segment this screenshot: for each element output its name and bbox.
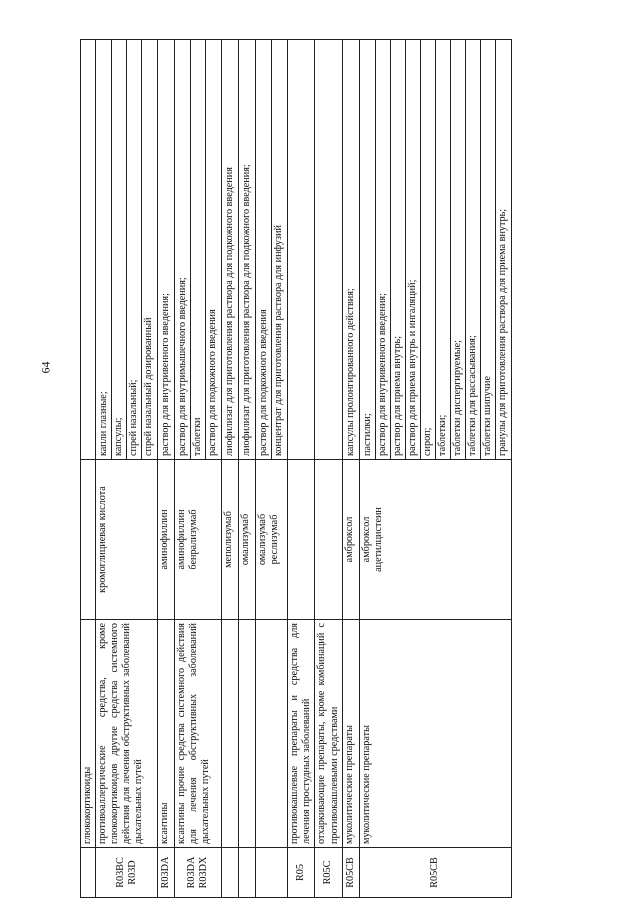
dosage-form-cell-line: гранулы для приготовления раствора для приема внутрь; [496, 208, 508, 456]
drug-name-cell-line: аминофиллин [159, 509, 171, 570]
atc-code-cell-line: R05C [322, 860, 334, 885]
table-row [315, 40, 342, 898]
dosage-form-cell-line: капсулы пролонгированного действия; [344, 288, 356, 456]
dosage-form-cell [359, 40, 511, 460]
drug-name-cell-line: меполизумаб [223, 511, 235, 568]
atc-group-name-cell [256, 620, 288, 848]
table-row [256, 40, 288, 898]
dosage-form-cell [175, 40, 222, 460]
atc-code-cell-line: R03DX [198, 856, 210, 889]
dosage-form-cell-line: раствор для подкожного введения [257, 40, 272, 459]
page-number: 64 [38, 361, 53, 374]
drug-name-cell [315, 460, 342, 620]
dosage-form-cell-line: раствор для приема внутрь и ингаляций; [406, 40, 421, 459]
table-row [239, 40, 256, 898]
atc-group-name-cell: муколитические препараты [342, 620, 359, 848]
atc-code-cell [158, 848, 175, 898]
atc-group-name-cell [222, 620, 239, 848]
drug-name-cell-line: бенрализумаб [188, 509, 200, 570]
atc-code-cell [315, 848, 342, 898]
dosage-form-cell [315, 40, 342, 460]
drug-name-cell-line: кромоглициевая кислота [97, 486, 109, 593]
dosage-form-cell-line: спрей назальный дозированный [143, 317, 155, 456]
atc-group-name-cell: глюкокортикоиды [81, 620, 96, 848]
atc-code-cell [222, 848, 239, 898]
dosage-form-cell [222, 40, 239, 460]
drug-name-cell-line: амброксол [343, 516, 355, 563]
dosage-form-cell-line: пастилки; [361, 40, 376, 459]
dosage-form-cell-line: лиофилизат для приготовления раствора для подкожного введения; [241, 164, 253, 456]
atc-code-cell [175, 848, 222, 898]
dosage-form-cell-line: таблетки диспергируемые; [451, 40, 466, 459]
atc-code-cell-line: R03D [126, 860, 138, 885]
table-row [359, 40, 511, 898]
drug-name-cell-line: аминофиллин [176, 509, 188, 570]
dosage-form-cell [256, 40, 288, 460]
atc-code-cell [239, 848, 256, 898]
rotated-table-wrapper [80, 40, 572, 898]
atc-code-cell-line: R03BC [114, 857, 126, 888]
dosage-form-cell-line: таблетки [191, 40, 206, 459]
table-row [288, 40, 315, 898]
atc-code-cell-line: R03DA [186, 856, 198, 889]
atc-group-name-cell [239, 620, 256, 848]
table-row [342, 40, 359, 898]
atc-group-name-cell: ксантины прочие средства системного действия для лечения обструктивных заболеваний дыхательных путей [175, 620, 222, 848]
dosage-form-cell [158, 40, 175, 460]
dosage-form-cell [81, 40, 96, 460]
dosage-form-cell-line: раствор для внутривенного введения; [160, 293, 172, 456]
drug-name-cell-line: амброксол [360, 516, 372, 563]
drug-name-cell-line: ацетилцистеин [372, 507, 384, 572]
table-row [158, 40, 175, 898]
dosage-form-cell [96, 40, 158, 460]
table-row [81, 40, 96, 898]
drug-name-cell [222, 460, 239, 620]
atc-code-cell [256, 848, 288, 898]
drug-name-cell [158, 460, 175, 620]
atc-group-name-cell: отхаркивающие препараты, кроме комбинаций с противокашлевыми средствами [315, 620, 342, 848]
dosage-form-cell-line: таблетки; [436, 40, 451, 459]
dosage-form-cell-line: раствор для приема внутрь; [391, 40, 406, 459]
atc-group-name-cell: противоаллергические средства, кроме глюкокортикоидов другие средства системного действия для лечения обструктивных заболеваний дыхательных путей [96, 620, 158, 848]
dosage-form-cell-line: спрей назальный; [127, 40, 142, 459]
drug-name-cell [359, 460, 511, 620]
atc-code-cell-line: R05CB [429, 857, 441, 888]
dosage-form-cell [342, 40, 359, 460]
dosage-form-cell-line: капсулы; [112, 40, 127, 459]
drug-name-cell-line: омализумаб [240, 513, 252, 566]
drug-table [80, 39, 512, 898]
document-sheet [80, 40, 572, 898]
drug-name-cell [342, 460, 359, 620]
dosage-form-cell-line: таблетки для рассасывания; [466, 40, 481, 459]
dosage-form-cell-line: капли глазные; [97, 40, 112, 459]
drug-name-cell [239, 460, 256, 620]
drug-name-cell-line: реслизумаб [269, 514, 281, 565]
atc-code-cell [81, 848, 96, 898]
atc-group-name-cell: ксантины [158, 620, 175, 848]
dosage-form-cell-line: сироп; [421, 40, 436, 459]
dosage-form-cell-line: концентрат для приготовления раствора для инфузий [273, 225, 285, 456]
atc-code-cell-line: R05 [295, 864, 307, 881]
atc-code-cell [288, 848, 315, 898]
table-row [222, 40, 239, 898]
drug-name-cell [96, 460, 158, 620]
dosage-form-cell-line: лиофилизат для приготовления раствора для подкожного введения [224, 167, 236, 456]
dosage-form-cell [239, 40, 256, 460]
drug-name-cell [256, 460, 288, 620]
dosage-form-cell [288, 40, 315, 460]
drug-name-cell [81, 460, 96, 620]
atc-code-cell-line: R03DA [160, 856, 172, 889]
atc-group-name-cell: муколитические препараты [359, 620, 511, 848]
atc-code-cell [359, 848, 511, 898]
atc-code-cell [96, 848, 158, 898]
dosage-form-cell-line: раствор для внутримышечного введения; [176, 40, 191, 459]
table-row [175, 40, 222, 898]
dosage-form-cell-line: раствор для подкожного введения [207, 309, 219, 456]
dosage-form-cell-line: раствор для внутривенного введения; [376, 40, 391, 459]
drug-name-cell [288, 460, 315, 620]
atc-code-cell-line: R05CB [344, 857, 356, 888]
atc-code-cell [342, 848, 359, 898]
drug-name-cell [175, 460, 222, 620]
drug-name-cell-line: омализумаб [257, 513, 269, 566]
table-row [96, 40, 158, 898]
atc-group-name-cell: противокашлевые препараты и средства для лечения простудных заболеваний [288, 620, 315, 848]
dosage-form-cell-line: таблетки шипучие [481, 40, 496, 459]
